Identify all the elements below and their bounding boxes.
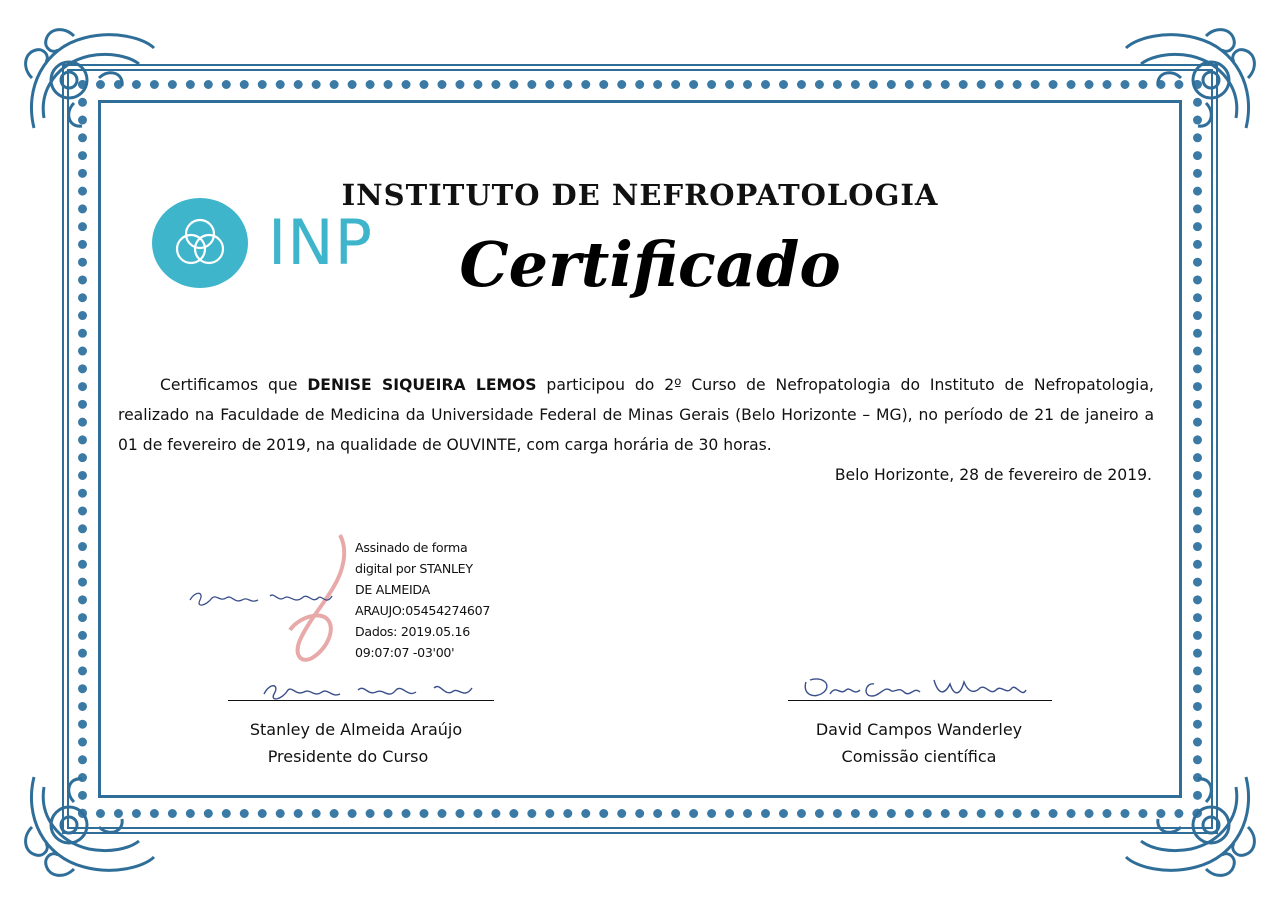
signer-role: Presidente do Curso (267, 747, 429, 766)
corner-flourish-icon (14, 757, 164, 887)
certificate-title: Certificado (459, 228, 841, 301)
signature-line-left (228, 700, 494, 701)
participant-name: DENISE SIQUEIRA LEMOS (307, 376, 537, 394)
handwritten-signature-stanley-icon (258, 676, 478, 706)
place-date: Belo Horizonte, 28 de fevereiro de 2019. (834, 466, 1152, 484)
signer-name: Stanley de Almeida Araújo (249, 720, 463, 739)
body-rest: participou do 2º Curso de Nefropatologia do Instituto de Nefropatologia, realizado na Faculdade de Medicina da Universidade Federal de Minas Gerais (Belo Horizonte – MG), no período de 21 de janeiro a 01 de fevereiro de 2019, na qualidade de OUVINTE, com carga horária de 30 horas. (118, 376, 1154, 454)
signer-right (788, 716, 1050, 770)
signer-name: David Campos Wanderley (815, 720, 1023, 739)
digital-signature-line: digital por STANLEY (355, 561, 473, 576)
corner-flourish-icon (1116, 757, 1266, 887)
digital-signature-line: DE ALMEIDA (355, 582, 430, 597)
digital-signature-line: ARAUJO:05454274607 (355, 603, 491, 618)
certificate-body (118, 370, 1154, 460)
signature-line-right (788, 700, 1052, 701)
digital-signature-info (355, 537, 555, 663)
logo-text: INP (268, 206, 374, 279)
signer-left (228, 716, 484, 770)
digital-signature-line: Dados: 2019.05.16 (355, 624, 470, 639)
digital-signature-line: Assinado de forma (355, 540, 468, 555)
handwritten-signature-stanley-icon (186, 582, 336, 618)
institute-name: INSTITUTO DE NEFROPATOLOGIA (341, 178, 939, 212)
body-intro: Certificamos que (160, 376, 298, 394)
corner-flourish-icon (14, 18, 164, 148)
signer-role: Comissão científica (841, 747, 997, 766)
corner-flourish-icon (1116, 18, 1266, 148)
digital-signature-line: 09:07:07 -03'00' (355, 645, 455, 660)
